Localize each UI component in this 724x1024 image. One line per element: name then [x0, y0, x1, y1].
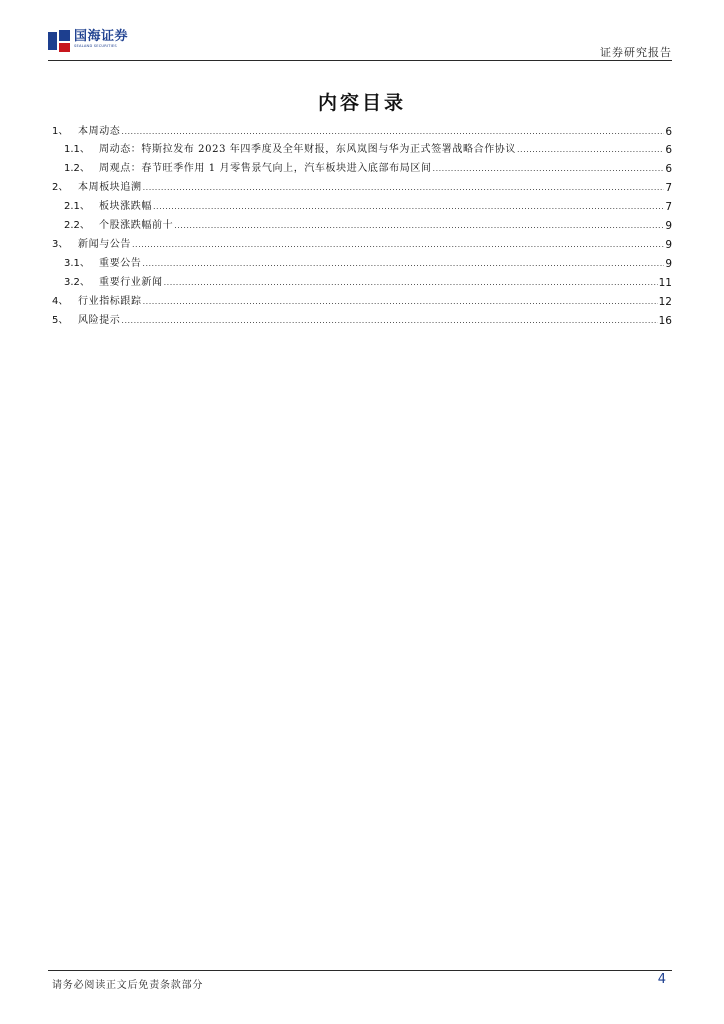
page-header [48, 28, 672, 60]
toc-entry-page: 12 [658, 296, 672, 308]
toc-entry-label: 个股涨跌幅前十 [99, 220, 174, 231]
disclaimer-note: 请务必阅读正文后免责条款部分 [52, 980, 204, 991]
toc-entry[interactable] [52, 159, 672, 175]
toc-leader-dots [142, 258, 664, 270]
toc-entry-page: 16 [658, 315, 672, 327]
toc-entry-page: 6 [665, 163, 672, 175]
logo-icon [48, 30, 70, 52]
toc-leader-dots [121, 126, 664, 138]
toc-entry-page: 7 [665, 182, 672, 194]
footer-divider [48, 970, 672, 971]
toc-entry-label: 板块涨跌幅 [99, 201, 152, 212]
company-logo [48, 30, 128, 52]
logo-name-cn: 国海证券 [74, 29, 129, 44]
toc-leader-dots [153, 201, 664, 213]
toc-entry-page: 9 [665, 220, 672, 232]
toc-leader-dots [143, 296, 658, 308]
toc-entry-label: 风险提示 [78, 315, 121, 326]
toc-entry-page: 9 [665, 258, 672, 270]
toc-entry[interactable] [52, 254, 672, 270]
toc-entry[interactable] [52, 197, 672, 213]
toc-leader-dots [164, 277, 658, 289]
toc-leader-dots [132, 239, 664, 251]
toc-entry-number: 3、 [52, 239, 69, 250]
toc-entry-page: 7 [665, 201, 672, 213]
toc-title: 内容目录 [317, 92, 406, 114]
toc-entry[interactable] [52, 122, 672, 138]
toc-entry-number: 1、 [52, 126, 69, 137]
toc-entry-label: 重要行业新闻 [99, 277, 163, 288]
toc-entry-label: 本周动态 [78, 126, 121, 137]
toc-entry-number: 1.1、 [64, 144, 90, 155]
toc-leader-dots [517, 144, 664, 156]
logo-name-en: SEALAND SECURITIES [74, 44, 117, 48]
toc-entry-page: 6 [665, 144, 672, 156]
toc-entry-label: 重要公告 [99, 258, 142, 269]
toc-entry-page: 11 [658, 277, 672, 289]
toc-leader-dots [121, 315, 657, 327]
toc-leader-dots [143, 182, 665, 194]
toc-entry-label: 行业指标跟踪 [78, 296, 142, 307]
toc-entry-number: 1.2、 [64, 163, 90, 174]
toc-leader-dots [174, 220, 664, 232]
toc-entry-number: 2、 [52, 182, 69, 193]
toc-entry[interactable] [52, 311, 672, 327]
toc-entry-number: 5、 [52, 315, 69, 326]
toc-entry-page: 9 [665, 239, 672, 251]
toc-entry[interactable] [52, 178, 672, 194]
toc-entry-number: 2.1、 [64, 201, 90, 212]
toc-entry[interactable] [52, 273, 672, 289]
toc-entry-number: 3.1、 [64, 258, 90, 269]
toc-entry-label: 周动态：特斯拉发布 2023 年四季度及全年财报，东风岚图与华为正式签署战略合作协议 [99, 144, 517, 155]
toc-entry-label: 本周板块追溯 [78, 182, 142, 193]
toc-entry-number: 4、 [52, 296, 69, 307]
toc-entry-number: 2.2、 [64, 220, 90, 231]
page-number: 4 [657, 972, 666, 987]
toc-entry[interactable] [52, 292, 672, 308]
toc-entry-label: 周观点：春节旺季作用 1 月零售景气向上，汽车板块进入底部布局区间 [99, 163, 432, 174]
toc-entry-page: 6 [665, 126, 672, 138]
toc-entry[interactable] [52, 140, 672, 156]
toc-entry-number: 3.2、 [64, 277, 90, 288]
toc-entry[interactable] [52, 235, 672, 251]
toc-entry[interactable] [52, 216, 672, 232]
toc-entry-label: 新闻与公告 [78, 239, 131, 250]
report-type-label: 证券研究报告 [600, 46, 672, 59]
header-divider [48, 60, 672, 61]
toc-leader-dots [433, 163, 665, 175]
